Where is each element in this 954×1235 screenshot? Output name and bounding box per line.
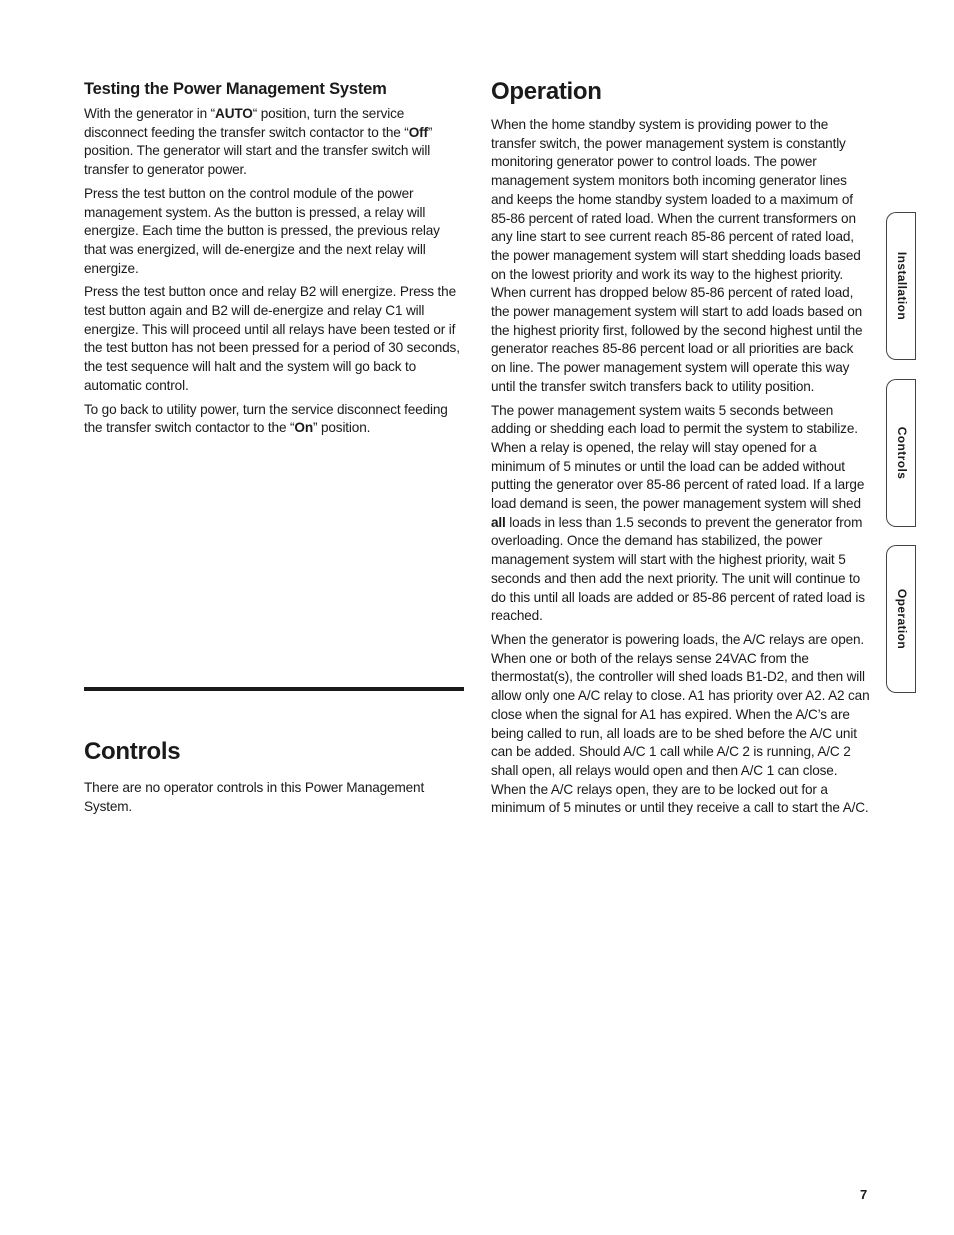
tab-installation-label: Installation bbox=[894, 251, 909, 321]
tab-operation[interactable] bbox=[886, 545, 916, 693]
operation-paragraph-2: The power management system waits 5 seconds between adding or shedding each load to permit the system to stabilize. When a relay is opened, the relay will stay opened for a minimum of 5 minutes or until the load can be added without putting the generator over 85-86 percent of rated load. If a large load demand is seen, the power management system will shed all loads in less than 1.5 seconds to prevent the generator from overloading. Once the demand has stabilized, the power management system will start with the highest priority, wait 5 seconds and then add the next priority. The unit will continue to do this until all loads are added or 85-86 percent of rated load is reached. bbox=[491, 402, 865, 624]
controls-section bbox=[84, 687, 464, 821]
tab-controls[interactable] bbox=[886, 379, 916, 527]
operation-heading: Operation bbox=[491, 78, 602, 105]
tab-operation-label: Operation bbox=[894, 588, 909, 650]
testing-section bbox=[84, 80, 464, 443]
page-number: 7 bbox=[860, 1187, 868, 1202]
tab-controls-label: Controls bbox=[894, 426, 909, 480]
testing-paragraph-1: With the generator in “AUTO“ position, turn the service disconnect feeding the transfer switch contactor to the “Off” position. The generator will start and the transfer switch will transfer to generator power. bbox=[84, 106, 433, 178]
operation-section bbox=[491, 78, 871, 823]
operation-paragraph-3: When the generator is powering loads, the A/C relays are open. When one or both of the relays sense 24VAC from the thermostat(s), the controller will shed loads B1-D2, and then will allow only one A/C relay to close. A1 has priority over A2. A2 can close when the signal for A1 has expired. When the A/C’s are being called to run, all loads are to be shed before the A/C unit can be added. Should A/C 1 call while A/C 2 is running, A/C 2 shall open, all relays would open and then A/C 1 can close. When the A/C relays open, they are to be locked out for a minimum of 5 minutes or until they receive a call to start the A/C. bbox=[491, 631, 870, 816]
testing-paragraph-4: To go back to utility power, turn the service disconnect feeding the transfer switch contactor to the “On” position. bbox=[84, 401, 448, 436]
controls-paragraph: There are no operator controls in this Power Management System. bbox=[84, 780, 425, 814]
section-divider bbox=[84, 687, 464, 691]
tab-installation[interactable] bbox=[886, 212, 916, 360]
controls-heading: Controls bbox=[84, 738, 181, 765]
operation-paragraph-1: When the home standby system is providing power to the transfer switch, the power management system is constantly monitoring generator power to control loads. The power management system monitors both incoming generator lines and keeps the home standby system loaded to a maximum of 85-86 percent of rated load. When the current transformers on any line start to see current reach 85-86 percent of rated load, the power management system will start shedding loads based on the lowest priority and work its way to the highest priority. When current has dropped below 85-86 percent of rated load, the power management system will start to add loads based on the highest priority first, followed by the second highest until the generator reaches 85-86 percent load or all priorities are back on line. The power management system will operate this way until the transfer switch transfers back to utility position. bbox=[491, 117, 863, 394]
testing-heading: Testing the Power Management System bbox=[84, 80, 387, 98]
testing-paragraph-2: Press the test button on the control module of the power management system. As the button is pressed, a relay will energize. Each time the button is pressed, the previous relay that was energized, will de-energize and the next relay will energize. bbox=[84, 185, 440, 276]
testing-paragraph-3: Press the test button once and relay B2 will energize. Press the test button again and B2 will de-energize and relay C1 will energize. This will proceed until all relays have been tested or if the test button has not been pressed for a period of 30 seconds, the test sequence will halt and the system will go back to automatic control. bbox=[84, 284, 460, 393]
